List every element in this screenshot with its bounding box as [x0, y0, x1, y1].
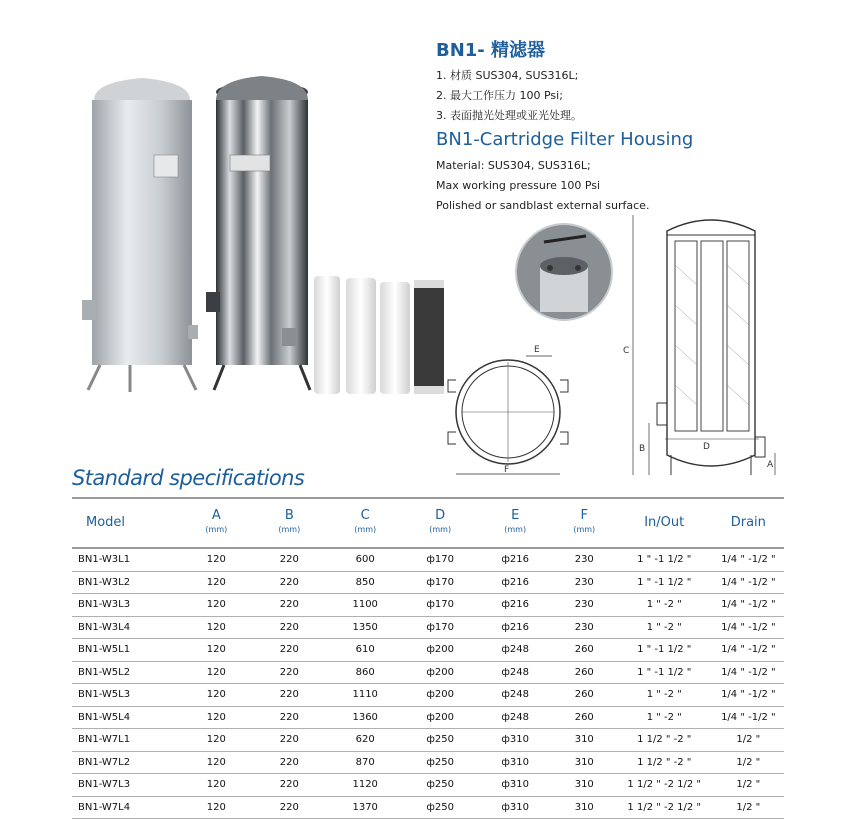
table-cell: 230 [553, 571, 616, 594]
table-cell: 220 [251, 661, 328, 684]
table-cell: 1 1/2 " -2 1/2 " [616, 774, 713, 797]
table-cell: BN1-W7L4 [72, 796, 182, 819]
gray-housing [82, 78, 198, 392]
table-cell: 220 [251, 616, 328, 639]
table-cell: 1360 [328, 706, 403, 729]
table-cell: 230 [553, 616, 616, 639]
table-cell: 220 [251, 548, 328, 571]
dim-label-c: C [623, 346, 630, 356]
table-cell: 1350 [328, 616, 403, 639]
table-cell: 120 [182, 594, 251, 617]
table-cell: 120 [182, 639, 251, 662]
table-row [72, 661, 784, 684]
table-cell: 1/2 " [713, 751, 784, 774]
table-cell: 310 [553, 751, 616, 774]
table-cell: 220 [251, 751, 328, 774]
dim-label-b: B [639, 444, 646, 454]
table-cell: 1110 [328, 684, 403, 707]
dim-label-f: F [504, 465, 510, 475]
product-title-en: BN1-Cartridge Filter Housing [436, 129, 694, 150]
table-row [72, 706, 784, 729]
table-cell: ф248 [478, 661, 553, 684]
product-photo [80, 60, 445, 405]
table-cell: 120 [182, 774, 251, 797]
table-cell: BN1-W5L2 [72, 661, 182, 684]
table-cell: 1/4 " -1/2 " [713, 571, 784, 594]
table-cell: ф248 [478, 706, 553, 729]
table-cell: ф170 [403, 571, 478, 594]
product-title-cn: BN1- 精滤器 [436, 40, 546, 61]
table-cell: ф310 [478, 774, 553, 797]
table-cell: 310 [553, 796, 616, 819]
table-cell: 220 [251, 774, 328, 797]
table-cell: 230 [553, 594, 616, 617]
table-cell: 1 " -1 1/2 " [616, 661, 713, 684]
col-header-f: F (mm) [553, 498, 616, 548]
table-cell: ф200 [403, 706, 478, 729]
table-cell: BN1-W3L3 [72, 594, 182, 617]
table-cell: ф216 [478, 571, 553, 594]
table-cell: BN1-W7L1 [72, 729, 182, 752]
table-cell: ф216 [478, 616, 553, 639]
table-cell: 1 " -2 " [616, 594, 713, 617]
table-cell: 310 [553, 774, 616, 797]
col-header-inout: In/Out [616, 498, 713, 548]
table-cell: 1 1/2 " -2 1/2 " [616, 796, 713, 819]
table-cell: BN1-W5L3 [72, 684, 182, 707]
table-cell: 620 [328, 729, 403, 752]
table-cell: 220 [251, 594, 328, 617]
col-header-e: E (mm) [478, 498, 553, 548]
table-cell: 120 [182, 729, 251, 752]
table-cell: 1 " -1 1/2 " [616, 571, 713, 594]
table-cell: 1/4 " -1/2 " [713, 594, 784, 617]
spec-en-item: Polished or sandblast external surface. [436, 199, 650, 212]
table-row [72, 639, 784, 662]
table-cell: BN1-W7L2 [72, 751, 182, 774]
table-cell: 1 " -1 1/2 " [616, 548, 713, 571]
table-cell: ф170 [403, 594, 478, 617]
filter-cartridges [314, 276, 444, 394]
table-cell: 120 [182, 751, 251, 774]
table-cell: 120 [182, 548, 251, 571]
col-header-b: B (mm) [251, 498, 328, 548]
table-cell: 610 [328, 639, 403, 662]
table-cell: ф200 [403, 661, 478, 684]
dim-label-a: A [767, 460, 774, 470]
table-cell: ф310 [478, 751, 553, 774]
table-cell: 1370 [328, 796, 403, 819]
table-cell: 120 [182, 661, 251, 684]
col-header-c: C (mm) [328, 498, 403, 548]
table-cell: ф170 [403, 616, 478, 639]
table-cell: ф200 [403, 684, 478, 707]
table-cell: BN1-W3L1 [72, 548, 182, 571]
table-row [72, 729, 784, 752]
table-cell: ф250 [403, 751, 478, 774]
dim-label-d: D [703, 442, 710, 452]
table-cell: 1/2 " [713, 774, 784, 797]
table-cell: 260 [553, 684, 616, 707]
col-header-model: Model [72, 498, 182, 548]
spec-table [72, 497, 784, 819]
table-cell: ф216 [478, 594, 553, 617]
table-cell: ф250 [403, 774, 478, 797]
table-cell: 1/4 " -1/2 " [713, 706, 784, 729]
table-cell: ф250 [403, 796, 478, 819]
table-cell: 260 [553, 706, 616, 729]
spec-cn-item: 2. 最大工作压力 100 Psi; [436, 89, 563, 102]
table-cell: BN1-W3L2 [72, 571, 182, 594]
table-cell: BN1-W3L4 [72, 616, 182, 639]
table-cell: 1/4 " -1/2 " [713, 661, 784, 684]
section-title: Standard specifications [72, 466, 305, 490]
table-cell: 220 [251, 706, 328, 729]
table-cell: ф216 [478, 548, 553, 571]
table-cell: 1 " -2 " [616, 706, 713, 729]
table-cell: 310 [553, 729, 616, 752]
table-cell: ф310 [478, 729, 553, 752]
table-cell: 1 1/2 " -2 " [616, 729, 713, 752]
detail-photo [514, 222, 614, 322]
specs-list-cn [436, 66, 582, 126]
table-cell: 1/2 " [713, 729, 784, 752]
table-cell: 1 " -2 " [616, 616, 713, 639]
col-header-d: D (mm) [403, 498, 478, 548]
table-cell: ф250 [403, 729, 478, 752]
spec-en-item: Material: SUS304, SUS316L; [436, 159, 591, 172]
spec-en-item: Max working pressure 100 Psi [436, 179, 601, 192]
table-cell: 220 [251, 639, 328, 662]
table-cell: ф248 [478, 684, 553, 707]
table-cell: 260 [553, 639, 616, 662]
table-cell: 860 [328, 661, 403, 684]
table-cell: 1/2 " [713, 796, 784, 819]
spec-cn-item: 3. 表面抛光处理或亚光处理。 [436, 109, 582, 122]
table-cell: 120 [182, 616, 251, 639]
table-row [72, 774, 784, 797]
table-cell: 1120 [328, 774, 403, 797]
table-cell: 1/4 " -1/2 " [713, 548, 784, 571]
steel-housing [206, 76, 310, 390]
side-view-drawing [615, 205, 785, 480]
table-cell: 1/4 " -1/2 " [713, 639, 784, 662]
table-cell: 120 [182, 706, 251, 729]
table-cell: 230 [553, 548, 616, 571]
dim-label-e: E [534, 345, 540, 355]
table-cell: 1 " -2 " [616, 684, 713, 707]
table-row [72, 571, 784, 594]
table-row [72, 751, 784, 774]
table-cell: ф310 [478, 796, 553, 819]
table-row [72, 684, 784, 707]
table-cell: 1/4 " -1/2 " [713, 684, 784, 707]
table-row [72, 594, 784, 617]
table-cell: 850 [328, 571, 403, 594]
table-cell: 870 [328, 751, 403, 774]
col-header-a: A (mm) [182, 498, 251, 548]
table-cell: 220 [251, 796, 328, 819]
table-cell: 120 [182, 796, 251, 819]
table-cell: 1/4 " -1/2 " [713, 616, 784, 639]
table-cell: 220 [251, 729, 328, 752]
table-cell: 220 [251, 684, 328, 707]
table-row [72, 796, 784, 819]
table-cell: ф248 [478, 639, 553, 662]
table-row [72, 548, 784, 571]
table-cell: 1100 [328, 594, 403, 617]
table-cell: BN1-W5L1 [72, 639, 182, 662]
spec-cn-item: 1. 材质 SUS304, SUS316L; [436, 69, 579, 82]
table-cell: ф170 [403, 548, 478, 571]
table-header-row [72, 498, 784, 548]
table-row [72, 616, 784, 639]
table-cell: 120 [182, 684, 251, 707]
table-cell: BN1-W7L3 [72, 774, 182, 797]
table-cell: 1 " -1 1/2 " [616, 639, 713, 662]
table-cell: 600 [328, 548, 403, 571]
table-cell: ф200 [403, 639, 478, 662]
table-cell: 1 1/2 " -2 " [616, 751, 713, 774]
table-cell: 260 [553, 661, 616, 684]
table-cell: 220 [251, 571, 328, 594]
col-header-drain: Drain [713, 498, 784, 548]
top-view-drawing [440, 340, 590, 480]
table-cell: 120 [182, 571, 251, 594]
table-cell: BN1-W5L4 [72, 706, 182, 729]
